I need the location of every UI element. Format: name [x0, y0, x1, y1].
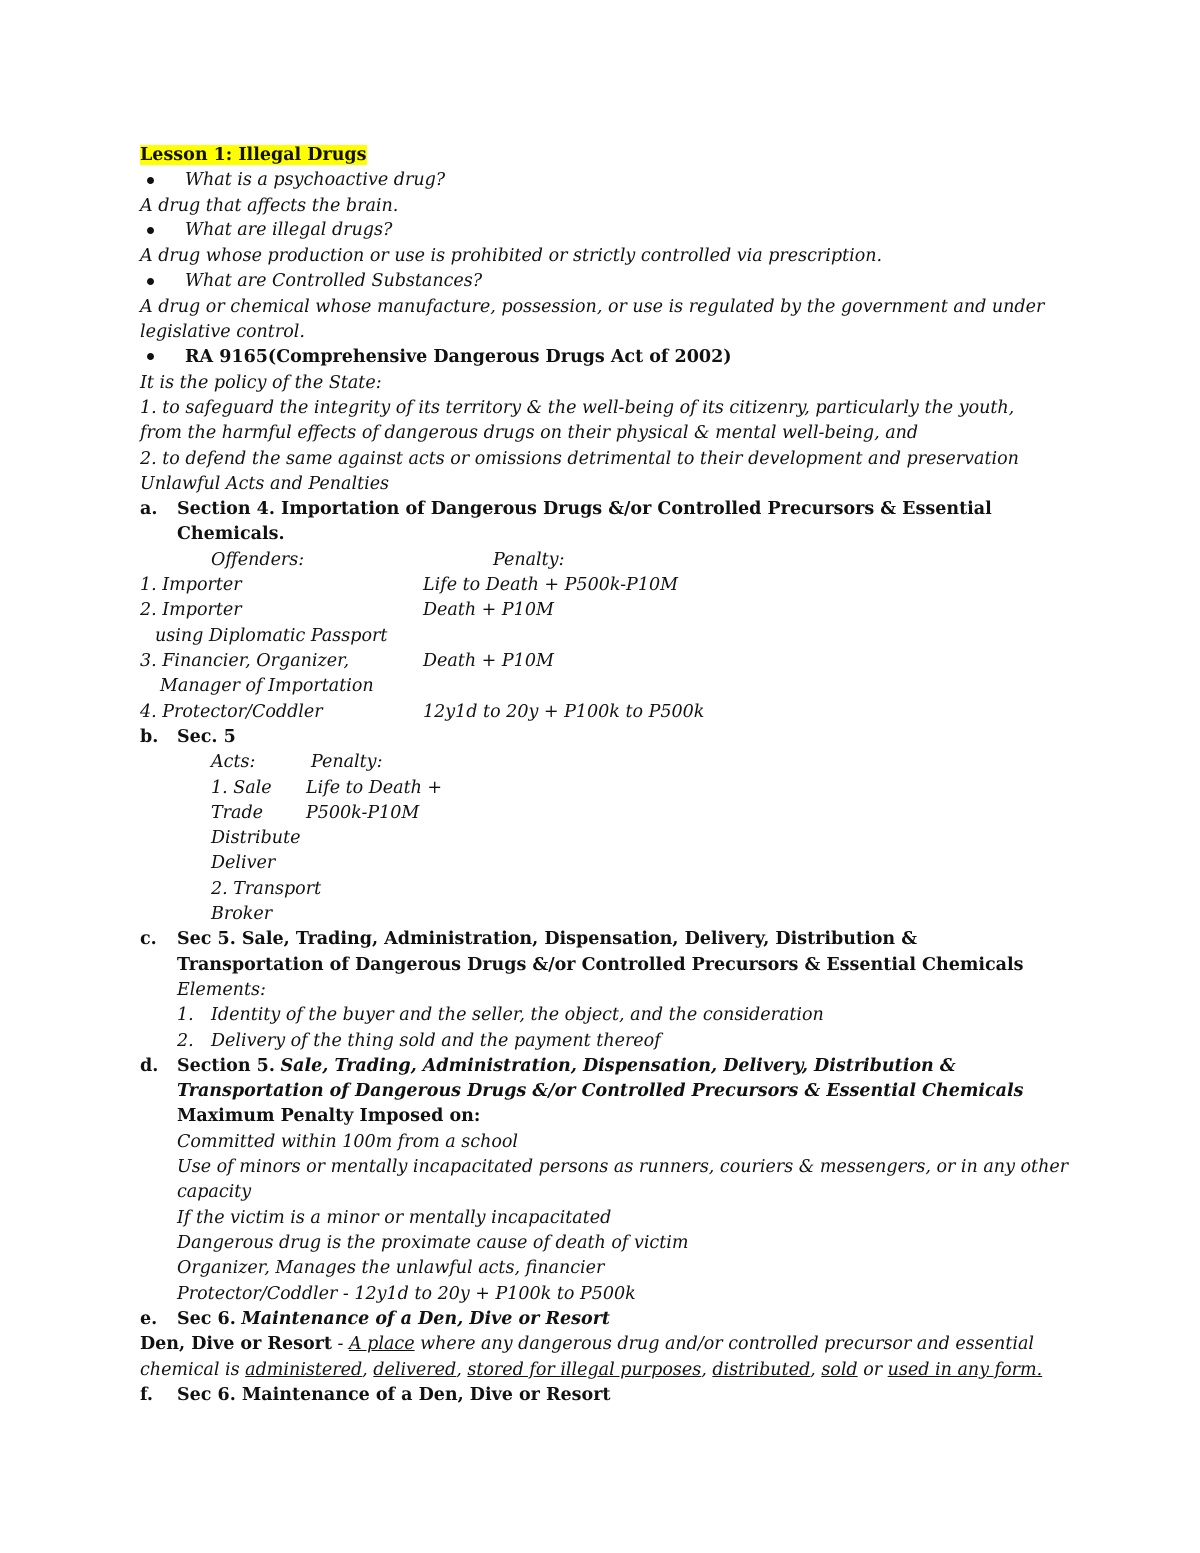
- den-text: where any dangerous drug and/or controlled precursor and essential: [414, 1334, 1034, 1354]
- penalty-label: Penalty:: [493, 550, 565, 570]
- ra-9165-heading: RA 9165(Comprehensive Dangerous Drugs Act of 2002): [185, 347, 732, 367]
- offender-cell: 4. Protector/Coddler: [140, 702, 323, 722]
- den-text: ,: [362, 1360, 374, 1380]
- penalty-cell: 12y1d to 20y + P100k to P500k: [423, 702, 705, 722]
- list-marker-d: d.: [140, 1056, 159, 1076]
- act-cell: Broker: [211, 904, 273, 924]
- question-controlled-substances: What are Controlled Substances?: [185, 271, 483, 291]
- max-penalty-item: If the victim is a minor or mentally incapacitated: [177, 1208, 612, 1228]
- list-marker-c: c.: [140, 929, 157, 949]
- question-illegal-drugs: What are illegal drugs?: [185, 220, 393, 240]
- den-underline: sold: [821, 1360, 858, 1380]
- den-text: chemical is: [140, 1360, 246, 1380]
- unlawful-acts-heading: Unlawful Acts and Penalties: [140, 474, 390, 494]
- lesson-title-highlight: Lesson 1: Illegal Drugs: [140, 145, 367, 165]
- penalty-cell: Death + P10M: [423, 651, 554, 671]
- max-penalty-item: Committed within 100m from a school: [177, 1132, 519, 1152]
- answer-controlled-substances-line1: A drug or chemical whose manufacture, possession, or use is regulated by the government and under: [140, 297, 1045, 317]
- policy-intro: It is the policy of the State:: [140, 373, 382, 393]
- policy-1-line2: from the harmful effects of dangerous drugs on their physical & mental well-being, and: [140, 423, 919, 443]
- sec-5-heading: Sec. 5: [177, 727, 236, 747]
- policy-2: 2. to defend the same against acts or omissions detrimental to their development and preservation: [140, 449, 1019, 469]
- den-text: .: [1036, 1360, 1043, 1380]
- sec-5-sale-heading-line1: Sec 5. Sale, Trading, Administration, Dispensation, Delivery, Distribution &: [177, 929, 918, 949]
- offender-cell: 3. Financier, Organizer,: [140, 651, 350, 671]
- section-5-max-heading-line1: [177, 1054, 956, 1079]
- element-text: Identity of the buyer and the seller, the object, and the consideration: [211, 1005, 824, 1025]
- den-text: ,: [701, 1360, 713, 1380]
- den-underline: administered: [245, 1360, 363, 1380]
- den-definition-line2: [140, 1358, 1042, 1383]
- offender-cell: using Diplomatic Passport: [155, 626, 388, 646]
- offender-cell: 2. Importer: [140, 600, 242, 620]
- penalty-cell: Death + P10M: [423, 600, 554, 620]
- act-cell: 1. Sale: [211, 778, 272, 798]
- bullet-icon: [147, 177, 154, 184]
- sec-5-sale-heading-line2: Transportation of Dangerous Drugs &/or Controlled Precursors & Essential Chemicals: [177, 955, 1024, 975]
- lesson-title: [140, 143, 367, 168]
- list-marker-a: a.: [140, 499, 158, 519]
- den-underline: delivered: [373, 1360, 457, 1380]
- section-4-heading-line2: Chemicals.: [177, 524, 285, 544]
- max-penalty-item: Dangerous drug is the proximate cause of death of victim: [177, 1233, 689, 1253]
- sec-6-heading-repeat: Sec 6. Maintenance of a Den, Dive or Resort: [177, 1385, 611, 1405]
- den-text: or: [857, 1360, 888, 1380]
- den-term: Den, Dive or Resort: [140, 1334, 332, 1354]
- penalty-label: Penalty:: [311, 752, 383, 772]
- max-penalty-item: Use of minors or mentally incapacitated persons as runners, couriers & messengers, or in any other: [177, 1157, 1069, 1177]
- list-marker-f: f.: [140, 1385, 153, 1405]
- list-marker-e: e.: [140, 1309, 158, 1329]
- den-definition-line1: [140, 1332, 1034, 1357]
- list-marker-b: b.: [140, 727, 159, 747]
- den-text: ,: [456, 1360, 468, 1380]
- sec-6-label: Sec 6.: [177, 1309, 236, 1329]
- answer-illegal-drugs: A drug whose production or use is prohibited or strictly controlled via prescription.: [140, 246, 883, 266]
- policy-1-line1: 1. to safeguard the integrity of its territory & the well-being of its citizenry, particularly the youth,: [140, 398, 1015, 418]
- max-penalty-item: capacity: [177, 1182, 252, 1202]
- act-cell: Trade: [211, 803, 264, 823]
- bullet-icon: [147, 227, 154, 234]
- sec-6-heading: [177, 1307, 610, 1332]
- sec-6-title: Maintenance of a Den, Dive or Resort: [241, 1309, 610, 1329]
- den-text: ,: [810, 1360, 822, 1380]
- den-dash: -: [331, 1334, 349, 1354]
- answer-psychoactive: A drug that affects the brain.: [140, 196, 399, 216]
- question-psychoactive: What is a psychoactive drug?: [185, 170, 446, 190]
- act-cell: Distribute: [211, 828, 301, 848]
- section-5-title: Sale, Trading, Administration, Dispensation, Delivery, Distribution &: [280, 1056, 956, 1076]
- bullet-icon: [147, 353, 154, 360]
- element-text: Delivery of the thing sold and the payment thereof: [211, 1031, 661, 1051]
- act-cell: 2. Transport: [211, 879, 322, 899]
- penalty-cell: Life to Death + P500k-P10M: [423, 575, 679, 595]
- element-number: 2.: [177, 1031, 194, 1051]
- max-penalty-item: Protector/Coddler - 12y1d to 20y + P100k to P500k: [177, 1284, 636, 1304]
- offenders-label: Offenders:: [211, 550, 305, 570]
- section-5-max-heading-line2: Transportation of Dangerous Drugs &/or Controlled Precursors & Essential Chemicals: [177, 1081, 1024, 1101]
- den-underline: A place: [348, 1334, 415, 1354]
- element-number: 1.: [177, 1005, 194, 1025]
- bullet-icon: [147, 278, 154, 285]
- answer-controlled-substances-line2: legislative control.: [140, 322, 305, 342]
- den-underline: stored for illegal purposes: [467, 1360, 702, 1380]
- acts-label: Acts:: [211, 752, 256, 772]
- section-5-label: Section 5.: [177, 1056, 275, 1076]
- offender-cell: 1. Importer: [140, 575, 242, 595]
- offender-cell: Manager of Importation: [160, 676, 374, 696]
- max-penalty-item: Organizer, Manages the unlawful acts, financier: [177, 1258, 605, 1278]
- elements-label: Elements:: [177, 980, 266, 1000]
- section-4-heading-line1: Section 4. Importation of Dangerous Drugs &/or Controlled Precursors & Essential: [177, 499, 992, 519]
- penalty-cell: P500k-P10M: [306, 803, 420, 823]
- penalty-cell: Life to Death +: [306, 778, 443, 798]
- act-cell: Deliver: [211, 853, 276, 873]
- den-underline: used in any form: [887, 1360, 1037, 1380]
- max-penalty-label: Maximum Penalty Imposed on:: [177, 1106, 481, 1126]
- den-underline: distributed: [712, 1360, 811, 1380]
